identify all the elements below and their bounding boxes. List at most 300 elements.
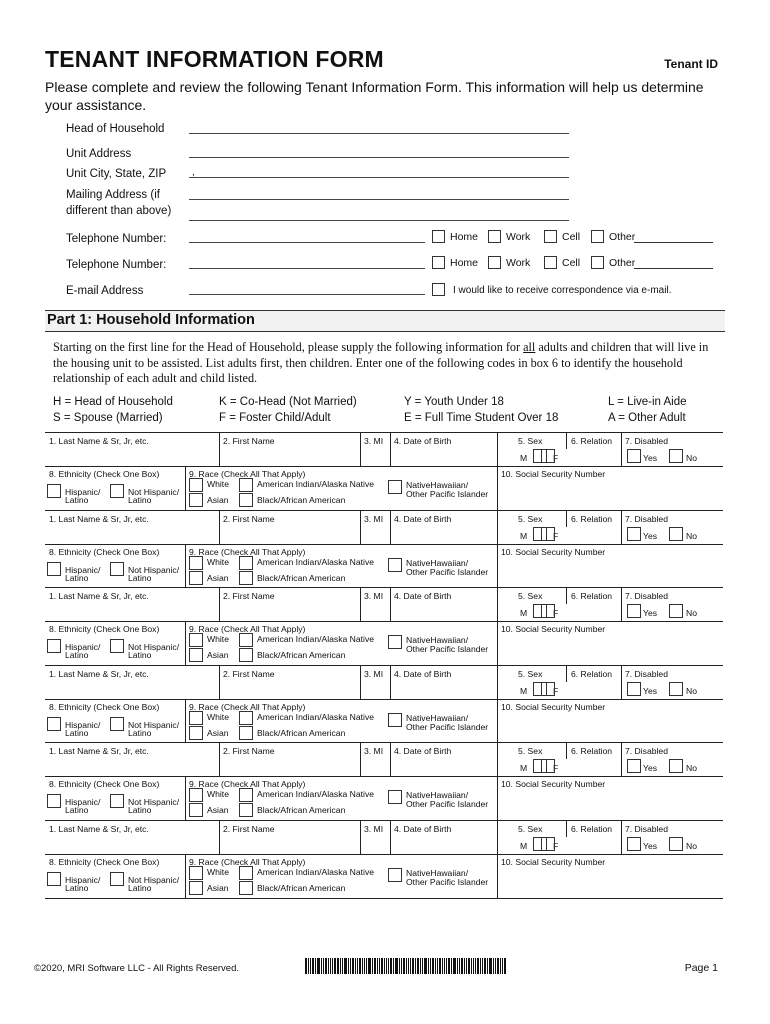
- member-2-race-native-hawaiian-label-2: Other Pacific Islander: [406, 567, 489, 577]
- barcode-bar: [482, 958, 483, 974]
- member-4-sex-label: 5. Sex: [518, 669, 543, 679]
- barcode-bar: [487, 958, 488, 974]
- member-5-divider-bottom-1: [497, 776, 498, 820]
- unit-city-input[interactable]: [189, 177, 569, 178]
- barcode-bar: [444, 958, 445, 974]
- member-4-last-name-label: 1. Last Name & Sr, Jr, etc.: [49, 669, 149, 679]
- member-4-divider-top-4: [621, 665, 622, 699]
- member-3-relation-label: 6. Relation: [571, 591, 613, 601]
- barcode: [305, 958, 585, 974]
- member-5-disabled-label: 7. Disabled: [625, 746, 668, 756]
- member-5-divider-top-1: [360, 742, 361, 776]
- member-3-disabled-no-checkbox[interactable]: [669, 604, 683, 618]
- member-5-mi-label: 3. MI: [364, 746, 384, 756]
- member-5-race-american-indian-checkbox[interactable]: [239, 788, 253, 802]
- unit-address-label: Unit Address: [66, 148, 132, 160]
- member-1-sex-f-label: F: [553, 453, 559, 463]
- member-3-divider-bottom-0: [185, 621, 186, 665]
- member-3-divider-top-2: [390, 587, 391, 621]
- member-3-sex-f-label: F: [553, 608, 559, 618]
- member-3-ssn-label: 10. Social Security Number: [501, 624, 606, 634]
- telephone-2-cell-checkbox[interactable]: [544, 256, 557, 269]
- head-of-household-input[interactable]: [189, 133, 569, 134]
- member-1-race-american-indian-checkbox[interactable]: [239, 478, 253, 492]
- email-optin-checkbox[interactable]: [432, 283, 445, 296]
- member-5-sex-f-checkbox[interactable]: [541, 759, 555, 773]
- member-1-divider-sex-relation: [566, 432, 567, 449]
- members-bottom-border: [45, 898, 723, 899]
- member-3-sex-f-checkbox[interactable]: [541, 604, 555, 618]
- member-6-not-hispanic-label-2: Latino: [128, 883, 152, 893]
- member-6-hispanic-label: Hispanic/: [65, 875, 101, 885]
- member-4-disabled-yes-checkbox[interactable]: [627, 682, 641, 696]
- member-1-mi-label: 3. MI: [364, 436, 384, 446]
- mailing-address-input-2[interactable]: [189, 220, 569, 221]
- barcode-bar: [442, 958, 443, 974]
- telephone-1-input[interactable]: [189, 242, 425, 243]
- member-4-disabled-no-checkbox[interactable]: [669, 682, 683, 696]
- barcode-bar: [308, 958, 309, 974]
- member-5-first-name-label: 2. First Name: [223, 746, 275, 756]
- member-4-race-black-checkbox[interactable]: [239, 726, 253, 740]
- member-1-race-native-hawaiian-label: NativeHawaiian/: [406, 480, 469, 490]
- member-4-first-name-label: 2. First Name: [223, 669, 275, 679]
- part1-instructions: Starting on the first line for the Head of Household, please supply the following information for all adults and children that will live in the housing unit to be assisted. List adults first, then children. Enter one of the following codes in box 6 to identify the household relationship of each adult and child listed.: [53, 340, 709, 385]
- member-2-hispanic-checkbox[interactable]: [47, 562, 61, 576]
- barcode-bar: [471, 958, 472, 974]
- member-3-race-white-checkbox[interactable]: [189, 633, 203, 647]
- barcode-bar: [453, 958, 456, 974]
- member-2-first-name-label: 2. First Name: [223, 514, 275, 524]
- member-5-divider-top-0: [219, 742, 220, 776]
- member-4-divider-sex-relation: [566, 665, 567, 682]
- barcode-bar: [344, 958, 347, 974]
- barcode-bar: [374, 958, 376, 974]
- member-4-race-black-label: Black/African American: [257, 728, 346, 738]
- member-3-divider-top-1: [360, 587, 361, 621]
- member-5-not-hispanic-label-2: Latino: [128, 805, 152, 815]
- member-5-sex-m-label: M: [520, 763, 528, 773]
- member-3-divider-top-3: [497, 587, 498, 621]
- barcode-bar: [437, 958, 438, 974]
- barcode-bar: [330, 958, 331, 974]
- member-1-disabled-no-checkbox[interactable]: [669, 449, 683, 463]
- member-4-ssn-label: 10. Social Security Number: [501, 702, 606, 712]
- form-title: TENANT INFORMATION FORM: [45, 46, 384, 72]
- telephone-1-cell-label: Cell: [562, 231, 581, 243]
- barcode-bar: [337, 958, 339, 974]
- member-2-race-american-indian-checkbox[interactable]: [239, 556, 253, 570]
- member-5-mid-border: [45, 776, 723, 777]
- barcode-bar: [459, 958, 460, 974]
- member-4-hispanic-checkbox[interactable]: [47, 717, 61, 731]
- member-1-last-name-label: 1. Last Name & Sr, Jr, etc.: [49, 436, 149, 446]
- barcode-bar: [502, 958, 503, 974]
- member-2-divider-bottom-1: [497, 544, 498, 588]
- member-5-disabled-yes-checkbox[interactable]: [627, 759, 641, 773]
- member-5-not-hispanic-checkbox[interactable]: [110, 794, 124, 808]
- member-1-hispanic-checkbox[interactable]: [47, 484, 61, 498]
- member-2-race-american-indian-label: American Indian/Alaska Native: [257, 557, 375, 567]
- member-3-race-asian-label: Asian: [207, 650, 229, 660]
- code-h: H = Head of Household: [53, 396, 173, 408]
- member-2-race-black-checkbox[interactable]: [239, 571, 253, 585]
- email-label: E-mail Address: [66, 285, 144, 297]
- barcode-bar: [500, 958, 501, 974]
- member-1-race-native-hawaiian-checkbox[interactable]: [388, 480, 402, 494]
- member-5-ssn-label: 10. Social Security Number: [501, 779, 606, 789]
- member-2-divider-top-2: [390, 510, 391, 544]
- barcode-bar: [323, 958, 324, 974]
- page-number: Page 1: [684, 962, 718, 974]
- member-6-sex-f-checkbox[interactable]: [541, 837, 555, 851]
- barcode-bar: [342, 958, 343, 974]
- member-6-race-american-indian-label: American Indian/Alaska Native: [257, 867, 375, 877]
- member-2-disabled-no-label: No: [686, 531, 697, 541]
- member-4-disabled-yes-label: Yes: [643, 686, 658, 696]
- member-5-hispanic-label: Hispanic/: [65, 797, 101, 807]
- member-1-sex-f-checkbox[interactable]: [541, 449, 555, 463]
- member-6-disabled-no-label: No: [686, 841, 697, 851]
- member-1-race-label: 9. Race (Check All That Apply): [189, 469, 306, 479]
- barcode-bar: [406, 958, 407, 974]
- member-3-ethnicity-label: 8. Ethnicity (Check One Box): [49, 624, 160, 634]
- barcode-bar: [422, 958, 423, 974]
- member-4-divider-bottom-0: [185, 699, 186, 743]
- barcode-bar: [332, 958, 333, 974]
- barcode-bar: [381, 958, 383, 974]
- member-5-disabled-no-checkbox[interactable]: [669, 759, 683, 773]
- member-1-divider-top-2: [390, 432, 391, 466]
- member-6-divider-top-0: [219, 820, 220, 854]
- telephone-1-other-label: Other: [609, 231, 636, 243]
- head-of-household-label: Head of Household: [66, 123, 165, 135]
- member-1-disabled-yes-label: Yes: [643, 453, 658, 463]
- telephone-2-home-checkbox[interactable]: [432, 256, 445, 269]
- copyright: ©2020, MRI Software LLC - All Rights Reserved.: [34, 963, 240, 974]
- member-1-divider-top-4: [621, 432, 622, 466]
- barcode-bar: [379, 958, 380, 974]
- barcode-bar: [489, 958, 492, 974]
- telephone-2-other-input[interactable]: [634, 268, 713, 269]
- member-1-race-asian-checkbox[interactable]: [189, 493, 203, 507]
- member-6-race-label: 9. Race (Check All That Apply): [189, 857, 306, 867]
- member-4-relation-label: 6. Relation: [571, 669, 613, 679]
- member-6-divider-top-3: [497, 820, 498, 854]
- barcode-bar: [359, 958, 361, 974]
- member-1-ssn-label: 10. Social Security Number: [501, 469, 606, 479]
- member-6-race-black-checkbox[interactable]: [239, 881, 253, 895]
- member-5-not-hispanic-label: Not Hispanic/: [128, 797, 180, 807]
- telephone-1-other-input[interactable]: [634, 242, 713, 243]
- member-2-last-name-label: 1. Last Name & Sr, Jr, etc.: [49, 514, 149, 524]
- member-6-hispanic-checkbox[interactable]: [47, 872, 61, 886]
- member-1-divider-top-1: [360, 432, 361, 466]
- member-2-mid-border: [45, 544, 723, 545]
- member-2-relation-label: 6. Relation: [571, 514, 613, 524]
- member-6-race-native-hawaiian-label: NativeHawaiian/: [406, 868, 469, 878]
- member-2-disabled-label: 7. Disabled: [625, 514, 668, 524]
- barcode-bar: [399, 958, 400, 974]
- barcode-bar: [493, 958, 494, 974]
- member-6-disabled-yes-checkbox[interactable]: [627, 837, 641, 851]
- member-4-race-white-checkbox[interactable]: [189, 711, 203, 725]
- member-2-race-label: 9. Race (Check All That Apply): [189, 547, 306, 557]
- member-1-disabled-label: 7. Disabled: [625, 436, 668, 446]
- barcode-bar: [417, 958, 419, 974]
- member-5-race-asian-checkbox[interactable]: [189, 803, 203, 817]
- member-1-race-black-label: Black/African American: [257, 495, 346, 505]
- member-6-dob-label: 4. Date of Birth: [394, 824, 452, 834]
- member-4-hispanic-label: Hispanic/: [65, 720, 101, 730]
- member-6-ethnicity-label: 8. Ethnicity (Check One Box): [49, 857, 160, 867]
- member-2-sex-f-label: F: [553, 531, 559, 541]
- member-3-divider-top-4: [621, 587, 622, 621]
- barcode-bar: [424, 958, 427, 974]
- code-f: F = Foster Child/Adult: [219, 412, 331, 424]
- member-5-relation-label: 6. Relation: [571, 746, 613, 756]
- barcode-bar: [325, 958, 327, 974]
- member-4-hispanic-label-2: Latino: [65, 728, 89, 738]
- barcode-bar: [457, 958, 458, 974]
- member-6-disabled-yes-label: Yes: [643, 841, 658, 851]
- member-3-not-hispanic-label-2: Latino: [128, 650, 152, 660]
- member-3-hispanic-checkbox[interactable]: [47, 639, 61, 653]
- telephone-2-cell-label: Cell: [562, 257, 581, 269]
- telephone-2-label: Telephone Number:: [66, 259, 167, 271]
- member-2-hispanic-label: Hispanic/: [65, 565, 101, 575]
- member-4-not-hispanic-label-2: Latino: [128, 728, 152, 738]
- member-4-not-hispanic-checkbox[interactable]: [110, 717, 124, 731]
- code-e: E = Full Time Student Over 18: [404, 412, 559, 424]
- member-2-not-hispanic-checkbox[interactable]: [110, 562, 124, 576]
- member-2-disabled-yes-label: Yes: [643, 531, 658, 541]
- member-6-divider-top-2: [390, 820, 391, 854]
- member-3-race-black-checkbox[interactable]: [239, 648, 253, 662]
- member-6-sex-f-label: F: [553, 841, 559, 851]
- email-optin-label: I would like to receive correspondence via e-mail.: [453, 285, 672, 296]
- member-4-race-native-hawaiian-checkbox[interactable]: [388, 713, 402, 727]
- telephone-1-other-checkbox[interactable]: [591, 230, 604, 243]
- member-3-race-black-label: Black/African American: [257, 650, 346, 660]
- member-1-dob-label: 4. Date of Birth: [394, 436, 452, 446]
- member-3-race-american-indian-label: American Indian/Alaska Native: [257, 634, 375, 644]
- barcode-bar: [386, 958, 387, 974]
- telephone-2-work-label: Work: [506, 257, 531, 269]
- member-3-divider-sex-relation: [566, 587, 567, 604]
- member-5-race-native-hawaiian-checkbox[interactable]: [388, 790, 402, 804]
- member-4-disabled-no-label: No: [686, 686, 697, 696]
- barcode-bar: [448, 958, 450, 974]
- member-6-divider-sex-relation: [566, 820, 567, 837]
- member-3-sex-m-label: M: [520, 608, 528, 618]
- member-2-disabled-no-checkbox[interactable]: [669, 527, 683, 541]
- member-6-divider-top-4: [621, 820, 622, 854]
- member-1-not-hispanic-checkbox[interactable]: [110, 484, 124, 498]
- member-2-sex-f-checkbox[interactable]: [541, 527, 555, 541]
- member-2-not-hispanic-label: Not Hispanic/: [128, 565, 180, 575]
- barcode-bar: [480, 958, 481, 974]
- member-5-hispanic-checkbox[interactable]: [47, 794, 61, 808]
- telephone-2-home-label: Home: [450, 257, 479, 269]
- member-6-mid-border: [45, 854, 723, 855]
- member-4-race-asian-checkbox[interactable]: [189, 726, 203, 740]
- member-2-divider-sex-relation: [566, 510, 567, 527]
- member-5-race-black-checkbox[interactable]: [239, 803, 253, 817]
- mailing-address-input-1[interactable]: [189, 199, 569, 200]
- member-2-race-white-checkbox[interactable]: [189, 556, 203, 570]
- barcode-bar: [439, 958, 441, 974]
- member-2-divider-bottom-0: [185, 544, 186, 588]
- member-1-relation-label: 6. Relation: [571, 436, 613, 446]
- member-6-divider-top-1: [360, 820, 361, 854]
- member-2-ssn-label: 10. Social Security Number: [501, 547, 606, 557]
- barcode-bar: [408, 958, 409, 974]
- member-5-divider-top-4: [621, 742, 622, 776]
- unit-address-input[interactable]: [189, 157, 569, 158]
- barcode-bar: [355, 958, 356, 974]
- barcode-bar: [461, 958, 463, 974]
- member-3-not-hispanic-checkbox[interactable]: [110, 639, 124, 653]
- barcode-bar: [317, 958, 320, 974]
- member-1-race-american-indian-label: American Indian/Alaska Native: [257, 479, 375, 489]
- member-1-race-white-checkbox[interactable]: [189, 478, 203, 492]
- telephone-2-work-checkbox[interactable]: [488, 256, 501, 269]
- member-5-sex-f-label: F: [553, 763, 559, 773]
- member-2-disabled-yes-checkbox[interactable]: [627, 527, 641, 541]
- barcode-bar: [464, 958, 465, 974]
- member-2-divider-top-0: [219, 510, 220, 544]
- unit-city-separator: ,: [192, 167, 195, 178]
- member-3-disabled-yes-checkbox[interactable]: [627, 604, 641, 618]
- email-input[interactable]: [189, 294, 425, 295]
- member-2-divider-top-3: [497, 510, 498, 544]
- barcode-bar: [377, 958, 378, 974]
- barcode-bar: [484, 958, 486, 974]
- member-4-divider-top-2: [390, 665, 391, 699]
- member-2-race-asian-label: Asian: [207, 573, 229, 583]
- member-2-sex-m-label: M: [520, 531, 528, 541]
- barcode-bar: [368, 958, 371, 974]
- member-3-first-name-label: 2. First Name: [223, 591, 275, 601]
- member-2-race-asian-checkbox[interactable]: [189, 571, 203, 585]
- barcode-bar: [362, 958, 363, 974]
- member-6-mi-label: 3. MI: [364, 824, 384, 834]
- member-5-race-native-hawaiian-label: NativeHawaiian/: [406, 790, 469, 800]
- member-1-divider-bottom-1: [497, 466, 498, 510]
- barcode-bar: [415, 958, 416, 974]
- member-5-ethnicity-label: 8. Ethnicity (Check One Box): [49, 779, 160, 789]
- member-2-dob-label: 4. Date of Birth: [394, 514, 452, 524]
- barcode-bar: [451, 958, 452, 974]
- member-1-race-black-checkbox[interactable]: [239, 493, 253, 507]
- barcode-bar: [366, 958, 367, 974]
- member-3-race-asian-checkbox[interactable]: [189, 648, 203, 662]
- member-3-hispanic-label: Hispanic/: [65, 642, 101, 652]
- barcode-bar: [340, 958, 341, 974]
- member-5-dob-label: 4. Date of Birth: [394, 746, 452, 756]
- member-6-race-asian-checkbox[interactable]: [189, 881, 203, 895]
- member-6-not-hispanic-checkbox[interactable]: [110, 872, 124, 886]
- telephone-1-home-checkbox[interactable]: [432, 230, 445, 243]
- member-3-race-native-hawaiian-checkbox[interactable]: [388, 635, 402, 649]
- barcode-bar: [468, 958, 470, 974]
- member-4-sex-f-checkbox[interactable]: [541, 682, 555, 696]
- member-5-race-white-checkbox[interactable]: [189, 788, 203, 802]
- member-4-sex-f-label: F: [553, 686, 559, 696]
- telephone-1-cell-checkbox[interactable]: [544, 230, 557, 243]
- member-6-race-native-hawaiian-checkbox[interactable]: [388, 868, 402, 882]
- member-4-race-american-indian-checkbox[interactable]: [239, 711, 253, 725]
- member-6-race-american-indian-checkbox[interactable]: [239, 866, 253, 880]
- barcode-bar: [312, 958, 314, 974]
- telephone-2-input[interactable]: [189, 268, 425, 269]
- barcode-bar: [475, 958, 476, 974]
- member-1-divider-top-0: [219, 432, 220, 466]
- member-2-race-black-label: Black/African American: [257, 573, 346, 583]
- telephone-1-home-label: Home: [450, 231, 479, 243]
- member-3-mi-label: 3. MI: [364, 591, 384, 601]
- telephone-1-label: Telephone Number:: [66, 233, 167, 245]
- member-4-dob-label: 4. Date of Birth: [394, 669, 452, 679]
- member-4-race-native-hawaiian-label-2: Other Pacific Islander: [406, 722, 489, 732]
- member-2-mi-label: 3. MI: [364, 514, 384, 524]
- member-2-ethnicity-label: 8. Ethnicity (Check One Box): [49, 547, 160, 557]
- barcode-bar: [348, 958, 349, 974]
- member-3-disabled-label: 7. Disabled: [625, 591, 668, 601]
- member-3-disabled-yes-label: Yes: [643, 608, 658, 618]
- member-1-not-hispanic-label: Not Hispanic/: [128, 487, 180, 497]
- intro-text: Please complete and review the following Tenant Information Form. This information will help us determine your assistance.: [45, 79, 704, 113]
- member-4-sex-m-label: M: [520, 686, 528, 696]
- member-4-mid-border: [45, 699, 723, 700]
- member-3-race-american-indian-checkbox[interactable]: [239, 633, 253, 647]
- barcode-bar: [315, 958, 316, 974]
- telephone-1-work-checkbox[interactable]: [488, 230, 501, 243]
- member-4-race-native-hawaiian-label: NativeHawaiian/: [406, 713, 469, 723]
- barcode-bar: [497, 958, 499, 974]
- member-4-divider-bottom-1: [497, 699, 498, 743]
- member-6-race-white-checkbox[interactable]: [189, 866, 203, 880]
- telephone-2-other-checkbox[interactable]: [591, 256, 604, 269]
- member-6-disabled-no-checkbox[interactable]: [669, 837, 683, 851]
- member-1-divider-bottom-0: [185, 466, 186, 510]
- member-3-race-white-label: White: [207, 634, 229, 644]
- telephone-2-other-label: Other: [609, 257, 636, 269]
- code-y: Y = Youth Under 18: [404, 396, 504, 408]
- barcode-bar: [420, 958, 421, 974]
- barcode-bar: [334, 958, 336, 974]
- member-1-mid-border: [45, 466, 723, 467]
- member-2-race-native-hawaiian-checkbox[interactable]: [388, 558, 402, 572]
- code-k: K = Co-Head (Not Married): [219, 396, 357, 408]
- barcode-bar: [352, 958, 354, 974]
- member-2-divider-top-1: [360, 510, 361, 544]
- member-6-not-hispanic-label: Not Hispanic/: [128, 875, 180, 885]
- member-5-race-black-label: Black/African American: [257, 805, 346, 815]
- member-2-sex-label: 5. Sex: [518, 514, 543, 524]
- member-6-race-native-hawaiian-label-2: Other Pacific Islander: [406, 877, 489, 887]
- member-4-divider-top-0: [219, 665, 220, 699]
- member-1-not-hispanic-label-2: Latino: [128, 495, 152, 505]
- member-2-race-white-label: White: [207, 557, 229, 567]
- member-3-race-native-hawaiian-label-2: Other Pacific Islander: [406, 644, 489, 654]
- member-4-disabled-label: 7. Disabled: [625, 669, 668, 679]
- barcode-bar: [328, 958, 329, 974]
- barcode-bar: [446, 958, 447, 974]
- member-1-disabled-yes-checkbox[interactable]: [627, 449, 641, 463]
- member-4-race-white-label: White: [207, 712, 229, 722]
